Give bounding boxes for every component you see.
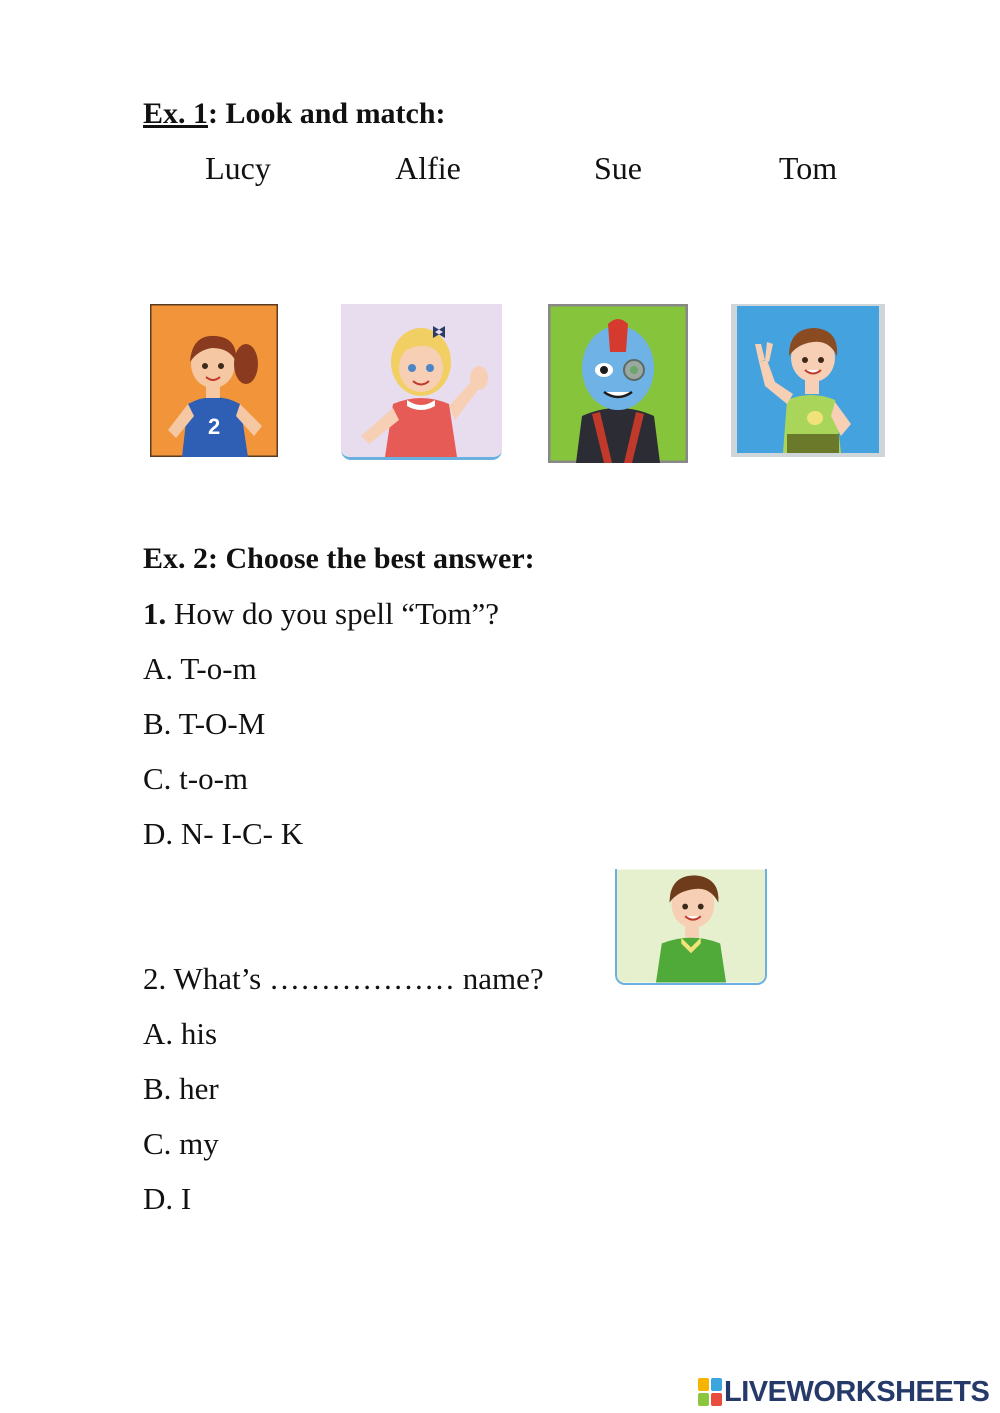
question-1 [143, 596, 499, 632]
name-alfie: Alfie [395, 150, 461, 186]
q2-option-c[interactable]: C. my [143, 1126, 219, 1161]
ex1-heading [143, 97, 446, 131]
liveworksheets-logo-icon [698, 1378, 722, 1406]
name-tom: Tom [778, 150, 838, 186]
ex2-heading: Ex. 2: Choose the best answer: [143, 542, 535, 575]
blonde-girl-waving-image [341, 304, 502, 460]
name-lucy: Lucy [205, 150, 271, 186]
q1-option-b[interactable]: B. T-O-M [143, 706, 266, 741]
q1-option-c[interactable]: C. t-o-m [143, 761, 249, 796]
ex1-instruction: : Look and match: [208, 97, 446, 130]
q2-option-b[interactable]: B. her [143, 1071, 219, 1106]
q1-option-a[interactable]: A. T-o-m [143, 651, 257, 686]
question-2: 2. What’s ……………… name? [143, 961, 544, 996]
q2-option-d[interactable]: D. I [143, 1181, 192, 1216]
question-1-text: How do you spell “Tom”? [166, 596, 499, 631]
liveworksheets-wordmark: LIVEWORKSHEETS [724, 1375, 990, 1408]
q1-option-d[interactable]: D. N- I-C- K [143, 816, 304, 851]
blue-alien-robot-image [548, 304, 688, 463]
girl-number-2-shirt-image [150, 304, 278, 457]
svg-text:2: 2 [208, 414, 221, 439]
boy-peace-sign-image [731, 304, 885, 457]
name-sue: Sue [594, 150, 642, 186]
question-1-number: 1. [143, 596, 167, 631]
q2-option-a[interactable]: A. his [143, 1016, 218, 1051]
boy-green-shirt-image [615, 869, 767, 985]
liveworksheets-logo [698, 1374, 989, 1410]
ex1-label: Ex. 1 [143, 97, 209, 130]
